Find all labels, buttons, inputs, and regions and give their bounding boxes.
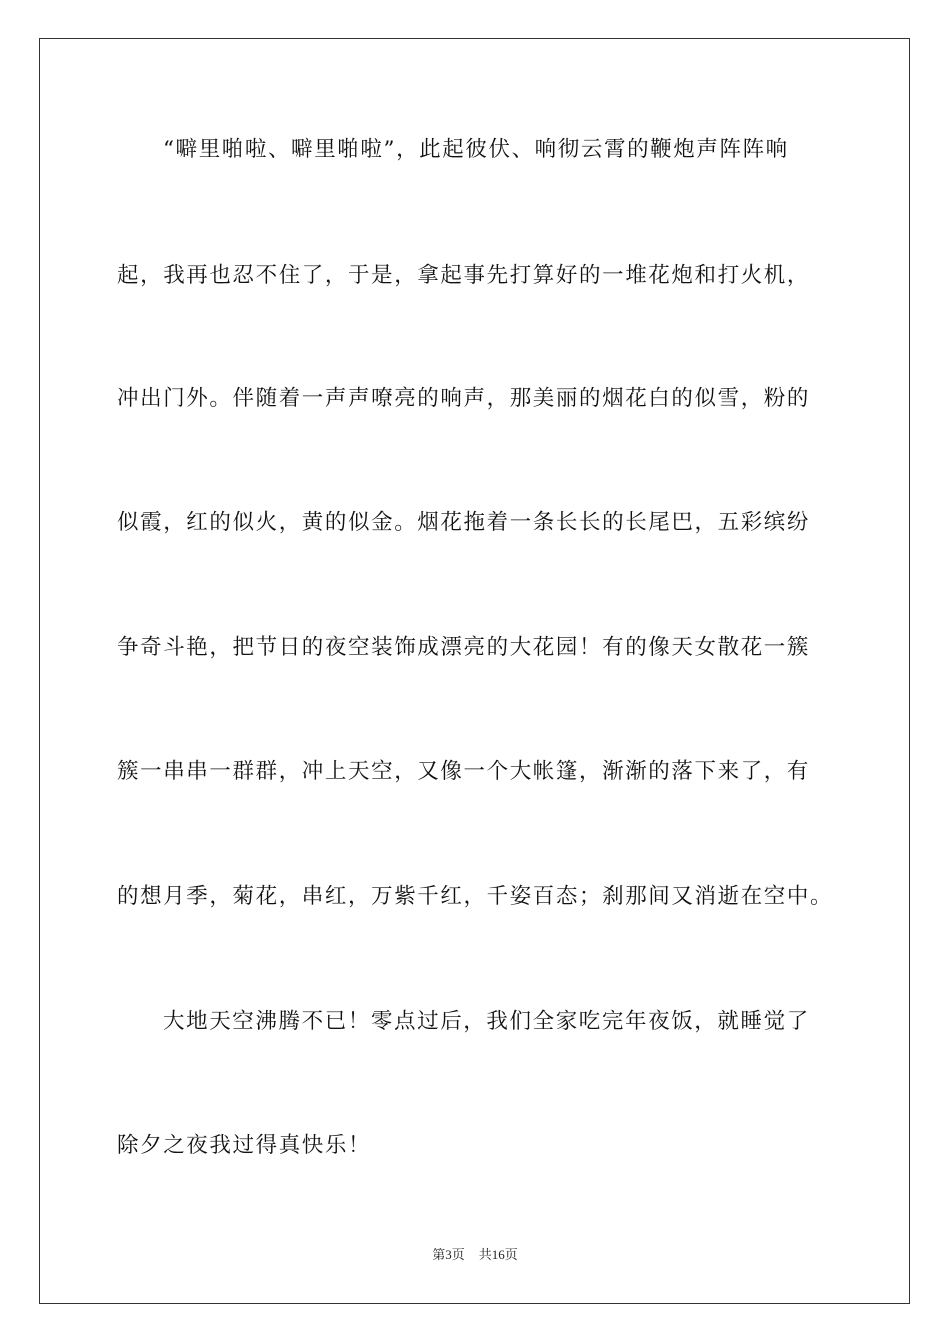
paragraph-1-line-5: 争奇斗艳，把节日的夜空装饰成漂亮的大花园！有的像天女散花一簇 xyxy=(117,635,811,660)
paragraph-2-line-2: 除夕之夜我过得真快乐！ xyxy=(117,1133,372,1158)
paragraph-1-line-7: 的想月季，菊花，串红，万紫千红，千姿百态；刹那间又消逝在空中。 xyxy=(117,884,834,909)
page-frame xyxy=(39,38,910,1304)
paragraph-1-line-1: “噼里啪啦、噼里啪啦”，此起彼伏、响彻云霄的鞭炮声阵阵响 xyxy=(163,137,789,162)
page-total: 共16页 xyxy=(478,1247,518,1262)
paragraph-1-line-2: 起，我再也忍不住了，于是，拿起事先打算好的一堆花炮和打火机， xyxy=(117,263,811,288)
page-footer xyxy=(0,1245,950,1265)
page-number: 第3页 xyxy=(432,1247,465,1262)
paragraph-2-line-1: 大地天空沸腾不已！零点过后，我们全家吃完年夜饭，就睡觉了 xyxy=(163,1009,810,1034)
paragraph-1-line-3: 冲出门外。伴随着一声声嘹亮的响声，那美丽的烟花白的似雪，粉的 xyxy=(117,386,811,411)
paragraph-1-line-6: 簇一串串一群群，冲上天空，又像一个大帐篷，渐渐的落下来了，有 xyxy=(117,759,811,784)
paragraph-1-line-4: 似霞，红的似火，黄的似金。烟花拖着一条长长的长尾巴，五彩缤纷 xyxy=(117,510,811,535)
